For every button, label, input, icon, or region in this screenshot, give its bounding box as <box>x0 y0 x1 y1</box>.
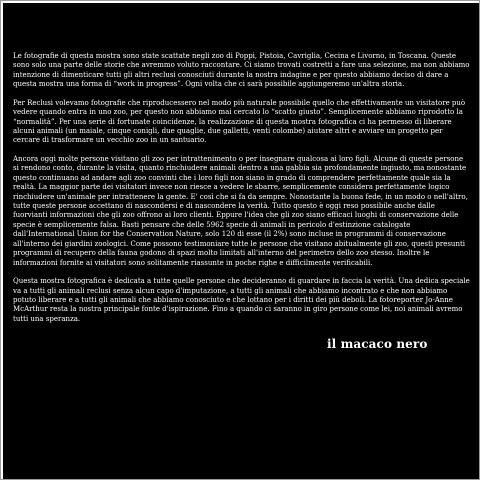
document-panel <box>3 3 479 479</box>
paragraph-3: Ancora oggi molte persone visitano gli zoo per intrattenimento o per insegnare qualcosa ai loro figli. Alcune di queste persone si rendono conto, durante la visita, quanto rinchiudere animali dentro a una gabbia sia profondamente ingiusto, ma nonostante questo continuano ad andare agli zoo convinti che i loro figli non siano in grado di comprendere perfettamente quale sia la realtà. La maggior parte dei visitatori invece non riesce a vedere le sbarre, semplicemente considera perfettamente logico rinchiudere un'animale per intrattenere la gente. E' così che si fa da sempre. Nonostante la buona fede, in un modo o nell'altro, tutte queste persone accettano di nascondersi e di nascondere la verità. Tutto questo è oggi reso possibile anche dalle fuorvianti informazioni che gli zoo offrono ai loro clienti. Eppure l'idea che gli zoo siano efficaci luoghi di conservazione delle specie è semplicemente falsa. Basti pensare che delle 5962 specie di animali in pericolo d'estinzione catalogate dall'International Union for the Conservation Nature, solo 120 di esse (il 2%) sono incluse in programmi di conservazione all'interno dei giardini zoologici. Come possono testimoniare tutte le persone che visitano abitualmente gli zoo, questi presunti programmi di recupero della fauna godono di spazi molto limitati all'interno del perimetro dello zoo stesso. Inoltre le informazioni fornite ai visitatori sono solitamente riassunte in poche righe e difficilmente verificabili. <box>13 155 468 267</box>
paragraph-4: Questa mostra fotografica è dedicata a tutte quelle persone che decideranno di guardare in faccia la verità. Una dedica speciale va a tutti gli animali reclusi senza alcun capo d'imputazione, a tutti gli animali che abbiamo incontrato e che non abbiamo potuto liberare e a tutti gli animali che abbiamo conosciuto e che lottano per i diritti dei più deboli. La fotoreporter Jo-Anne McArthur resta la nostra principale fonte d'ispirazione. Fino a quando ci saranno in giro persone come lei, noi animali avremo tutti una speranza. <box>13 277 470 323</box>
paragraph-2: Per Reclusi volevamo fotografie che riproducessero nel modo più naturale possibile quello che effettivamente un visitatore può vedere quando entra in uno zoo, per questo non abbiamo mai cercato lo “scatto giusto”. Semplicemente abbiamo riprodotto la “normalità”. Per una serie di fortunate coincidenze, la realizzazione di questa mostra fotografica ci ha permesso di liberare alcuni animali (un maiale, cinque conigli, due quaglie, due galletti, venti colombe) aiutare altri e avviare un progetto per cercare di trasformare un vecchio zoo in un santuario. <box>13 98 466 145</box>
document-body <box>13 52 471 333</box>
signature: il macaco nero <box>327 337 428 351</box>
paragraph-1: Le fotografie di questa mostra sono state scattate negli zoo di Poppi, Pistoia, Cavriglia, Cecina e Livorno, in Toscana. Queste sono solo una parte delle storie che avremmo voluto raccontare. Ci siamo trovati costretti a fare una selezione, ma non abbiamo intenzione di dimenticare tutti gli altri reclusi conosciuti durante la nostra indagine e per questo abbiamo deciso di dare a questa mostra una forma di “work in progress”. Ogni volta che ci sarà possibile aggiungeremo un'altra storia. <box>13 52 470 89</box>
